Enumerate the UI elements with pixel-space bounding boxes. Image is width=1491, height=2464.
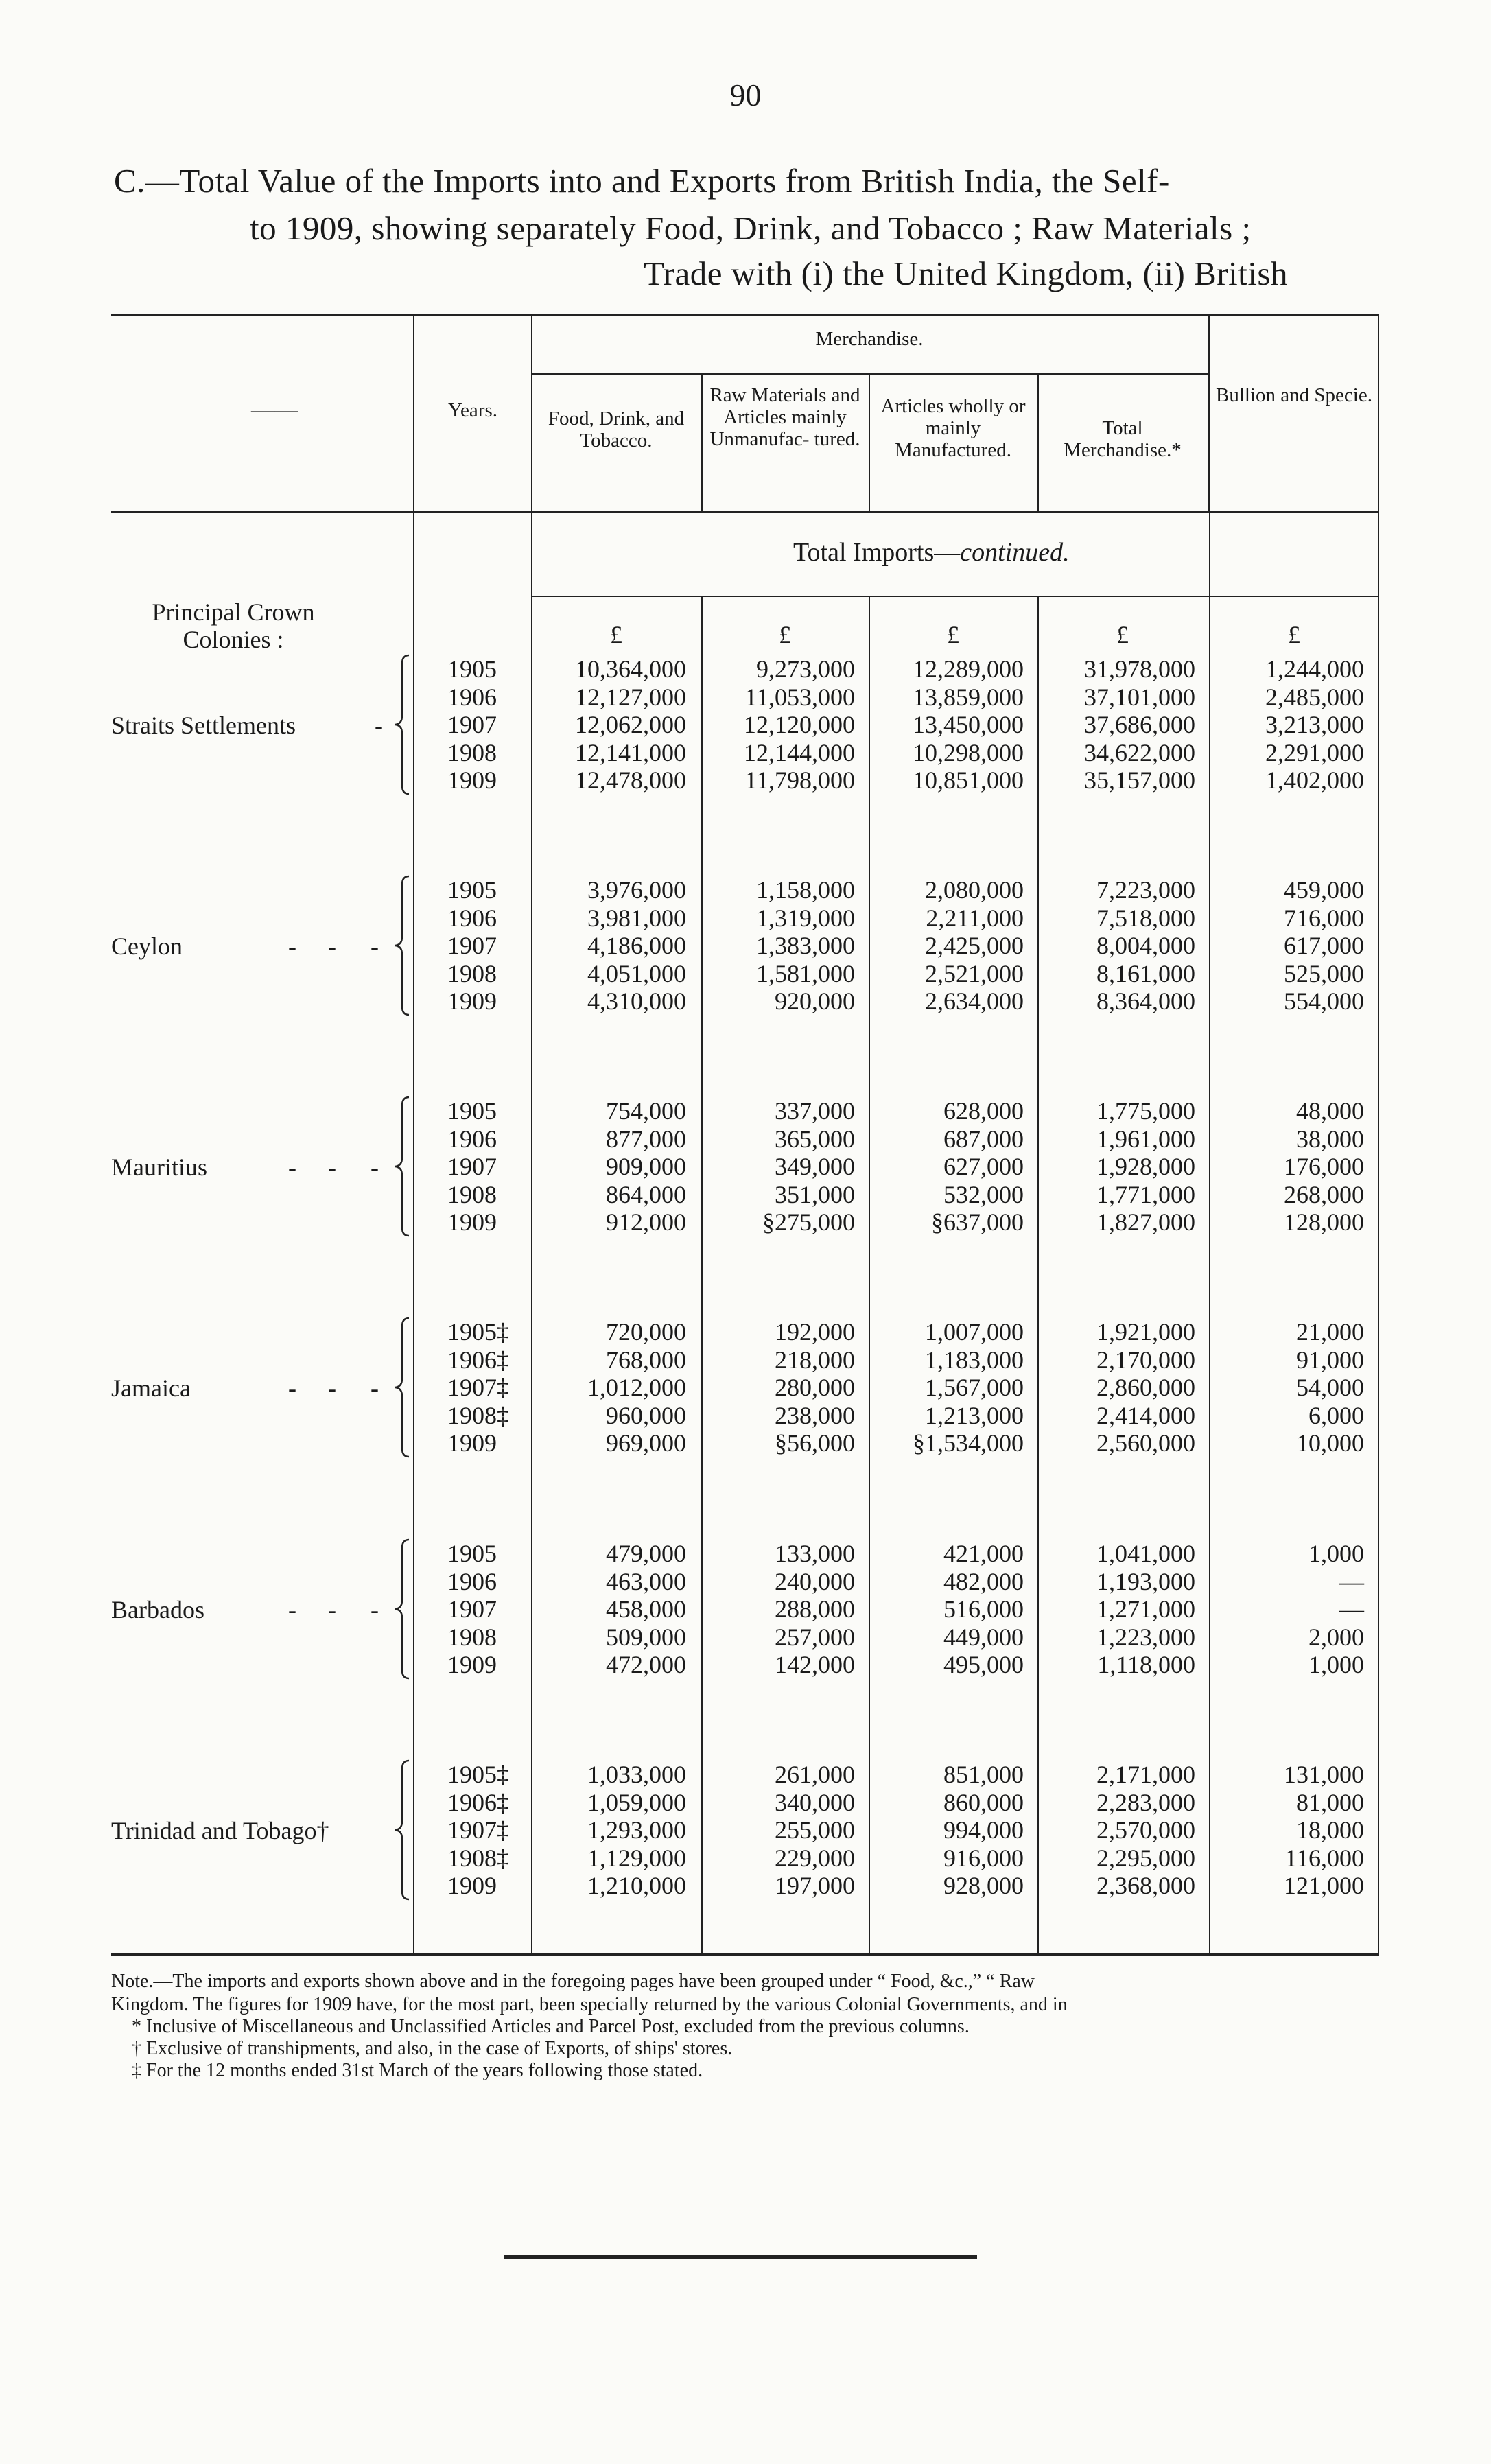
colony-1-year: 1905 [447, 655, 497, 683]
colony-5-total-value: 1,118,000 [1097, 1651, 1195, 1678]
colony-5-food-value: 509,000 [606, 1623, 686, 1651]
colony-2-total-value: 8,161,000 [1096, 959, 1195, 987]
col-rule-years [413, 314, 414, 1953]
col-rule-total-head [1037, 373, 1039, 511]
colony-3-total-value: 1,827,000 [1096, 1208, 1195, 1236]
col-rule-articles [869, 596, 870, 1953]
colony-3-bullion-value: 38,000 [1296, 1125, 1364, 1153]
colony-2-raw-value: 1,158,000 [756, 876, 855, 904]
colony-1-total-value: 35,157,000 [1084, 766, 1195, 794]
colony-4-food-value: 1,012,000 [587, 1374, 686, 1401]
colony-3-year: 1909 [447, 1208, 497, 1236]
colony-5-total-value: 1,193,000 [1096, 1567, 1195, 1595]
colony-2-bullion-value: 554,000 [1284, 987, 1364, 1015]
colony-2-raw-value: 920,000 [775, 987, 855, 1015]
colony-1-brace [392, 653, 413, 797]
colony-1-total-value: 31,978,000 [1084, 655, 1195, 683]
colony-6-bullion-value: 81,000 [1296, 1788, 1364, 1816]
colony-5-raw-value: 240,000 [775, 1567, 855, 1595]
colony-6-articles-value: 860,000 [943, 1788, 1024, 1816]
section-title: Principal Crown Colonies : [152, 598, 315, 653]
note-2: Kingdom. The figures for 1909 have, for the most part, been specially returned by the various Colonial Governments, and in [111, 1994, 1068, 2015]
colony-5-leader-dash: - [328, 1596, 336, 1623]
colony-2-food-value: 4,051,000 [587, 959, 686, 987]
colony-5-leader-dash: - [371, 1596, 379, 1623]
colony-1-food-value: 12,141,000 [575, 738, 686, 766]
colony-2-bullion-value: 716,000 [1284, 904, 1364, 932]
colony-5-articles-value: 495,000 [943, 1651, 1024, 1678]
colony-2-brace [392, 873, 413, 1018]
colony-3-brace [392, 1094, 413, 1239]
colony-1-food-value: 12,478,000 [575, 766, 686, 794]
title-line-2: to 1909, showing separately Food, Drink, and Tobacco ; Raw Materials ; [250, 209, 1252, 247]
colony-4-bullion-value: 91,000 [1296, 1346, 1364, 1374]
colony-1-bullion-value: 2,291,000 [1265, 738, 1364, 766]
colony-4-total-value: 1,921,000 [1096, 1318, 1195, 1346]
colony-6-bullion-value: 131,000 [1284, 1761, 1364, 1788]
colony-1-articles-value: 10,298,000 [913, 738, 1024, 766]
colony-1-bullion-value: 1,402,000 [1265, 766, 1364, 794]
colony-5-leader-dash: - [288, 1596, 296, 1623]
colony-6-total-value: 2,283,000 [1096, 1788, 1195, 1816]
colony-5-food-value: 479,000 [606, 1540, 686, 1567]
col-rule-bullion-head [1208, 314, 1210, 511]
colony-6-bullion-value: 116,000 [1284, 1844, 1364, 1872]
colony-5-year: 1905 [447, 1540, 497, 1567]
header-blank: —— [251, 397, 298, 423]
colony-4-food-value: 720,000 [606, 1318, 686, 1346]
colony-1-year: 1908 [447, 738, 497, 766]
colony-3-articles-value: 627,000 [943, 1153, 1024, 1180]
colony-4-articles-value: 1,567,000 [925, 1374, 1024, 1401]
colony-6-year: 1909 [447, 1872, 497, 1899]
note-4: † Exclusive of transhipments, and also, in the case of Exports, of ships' stores. [132, 2038, 733, 2059]
colony-5-raw-value: 288,000 [775, 1595, 855, 1623]
colony-3-total-value: 1,961,000 [1096, 1125, 1195, 1153]
colony-6-raw-value: 229,000 [775, 1844, 855, 1872]
colony-6-food-value: 1,210,000 [587, 1872, 686, 1899]
colony-3-raw-value: 351,000 [775, 1180, 855, 1208]
colony-3-year: 1908 [447, 1180, 497, 1208]
colony-3-total-value: 1,771,000 [1096, 1180, 1195, 1208]
band-label: Total Imports—continued. [793, 538, 1070, 567]
colony-1-raw-value: 12,120,000 [744, 711, 855, 738]
colony-1-raw-value: 12,144,000 [744, 738, 855, 766]
colony-1-year: 1906 [447, 683, 497, 711]
colony-3-raw-value: 365,000 [775, 1125, 855, 1153]
colony-2-total-value: 7,518,000 [1096, 904, 1195, 932]
colony-6-food-value: 1,293,000 [587, 1816, 686, 1844]
colony-2-year: 1909 [447, 987, 497, 1015]
colony-6-articles-value: 994,000 [943, 1816, 1024, 1844]
colony-2-bullion-value: 617,000 [1284, 932, 1364, 959]
colony-2-raw-value: 1,581,000 [756, 959, 855, 987]
colony-4-total-value: 2,560,000 [1096, 1429, 1195, 1457]
colony-2-raw-value: 1,319,000 [756, 904, 855, 932]
colony-3-year: 1907 [447, 1153, 497, 1180]
colony-2-year: 1908 [447, 959, 497, 987]
colony-4-food-value: 960,000 [606, 1401, 686, 1429]
colony-3-food-value: 909,000 [606, 1153, 686, 1180]
colony-1-leader-dash: - [375, 712, 383, 739]
colony-6-total-value: 2,171,000 [1096, 1761, 1195, 1788]
colony-3-food-value: 864,000 [606, 1180, 686, 1208]
colony-3-total-value: 1,928,000 [1096, 1153, 1195, 1180]
colony-1-articles-value: 10,851,000 [913, 766, 1024, 794]
colony-4-raw-value: §56,000 [775, 1429, 855, 1457]
colony-4-leader-dash: - [371, 1374, 379, 1402]
colony-2-leader-dash: - [288, 932, 296, 960]
page-number: 90 [729, 78, 762, 113]
colony-1-name: Straits Settlements [111, 712, 296, 739]
colony-6-brace [392, 1758, 413, 1902]
colony-2-raw-value: 1,383,000 [756, 932, 855, 959]
colony-2-articles-value: 2,425,000 [925, 932, 1024, 959]
colony-4-name: Jamaica [111, 1374, 191, 1402]
colony-6-bullion-value: 18,000 [1296, 1816, 1364, 1844]
colony-4-raw-value: 218,000 [775, 1346, 855, 1374]
colony-6-name: Trinidad and Tobago† [111, 1817, 329, 1844]
colony-4-food-value: 768,000 [606, 1346, 686, 1374]
colony-6-year: 1905‡ [447, 1761, 509, 1788]
colony-2-total-value: 8,004,000 [1096, 932, 1195, 959]
colony-1-total-value: 37,686,000 [1084, 711, 1195, 738]
colony-4-bullion-value: 21,000 [1296, 1318, 1364, 1346]
colony-6-year: 1908‡ [447, 1844, 509, 1872]
colony-4-year: 1906‡ [447, 1346, 509, 1374]
title-line-3: Trade with (i) the United Kingdom, (ii) British [644, 255, 1288, 292]
colony-1-bullion-value: 3,213,000 [1265, 711, 1364, 738]
colony-4-bullion-value: 54,000 [1296, 1374, 1364, 1401]
colony-1-bullion-value: 1,244,000 [1265, 655, 1364, 683]
colony-6-raw-value: 340,000 [775, 1788, 855, 1816]
colony-5-year: 1906 [447, 1567, 497, 1595]
colony-2-leader-dash: - [328, 932, 336, 960]
header-food: Food, Drink, and Tobacco. [548, 408, 685, 451]
note-1: Note.—The imports and exports shown above and in the foregoing pages have been grouped under “ Food, &c.,” “ Raw [111, 1971, 1035, 1992]
colony-6-food-value: 1,033,000 [587, 1761, 686, 1788]
colony-3-articles-value: §637,000 [931, 1208, 1024, 1236]
colony-2-year: 1907 [447, 932, 497, 959]
colony-2-articles-value: 2,634,000 [925, 987, 1024, 1015]
note-3: * Inclusive of Miscellaneous and Unclassified Articles and Parcel Post, excluded from the previous columns. [132, 2016, 970, 2037]
header-years: Years. [448, 399, 497, 421]
colony-5-articles-value: 421,000 [943, 1540, 1024, 1567]
colony-2-articles-value: 2,080,000 [925, 876, 1024, 904]
colony-3-leader-dash: - [371, 1153, 379, 1181]
colony-3-food-value: 912,000 [606, 1208, 686, 1236]
col-rule-total [1037, 596, 1039, 1953]
colony-6-raw-value: 197,000 [775, 1872, 855, 1899]
header-total: Total Merchandise.* [1064, 417, 1182, 461]
colony-3-bullion-value: 176,000 [1284, 1153, 1364, 1180]
colony-5-year: 1908 [447, 1623, 497, 1651]
colony-1-total-value: 34,622,000 [1084, 738, 1195, 766]
colony-5-name: Barbados [111, 1596, 204, 1623]
colony-3-bullion-value: 48,000 [1296, 1097, 1364, 1125]
colony-6-articles-value: 916,000 [943, 1844, 1024, 1872]
colony-4-year: 1907‡ [447, 1374, 509, 1401]
colony-2-food-value: 4,186,000 [587, 932, 686, 959]
colony-2-name: Ceylon [111, 932, 183, 960]
colony-4-year: 1908‡ [447, 1401, 509, 1429]
colony-6-raw-value: 261,000 [775, 1761, 855, 1788]
currency-bullion: £ [1288, 621, 1300, 648]
colony-3-bullion-value: 128,000 [1284, 1208, 1364, 1236]
colony-5-food-value: 472,000 [606, 1651, 686, 1678]
colony-3-articles-value: 532,000 [943, 1180, 1024, 1208]
colony-2-year: 1906 [447, 904, 497, 932]
col-rule-raw [701, 596, 703, 1953]
colony-1-year: 1909 [447, 766, 497, 794]
header-merchandise: Merchandise. [815, 328, 924, 350]
header-raw: Raw Materials and Articles mainly Unmanufac- tured. [709, 384, 860, 450]
header-bottom-rule [111, 511, 1379, 513]
colony-6-articles-value: 928,000 [943, 1872, 1024, 1899]
colony-2-articles-value: 2,211,000 [926, 904, 1024, 932]
colony-3-articles-value: 687,000 [943, 1125, 1024, 1153]
colony-5-bullion-value: 1,000 [1308, 1540, 1364, 1567]
colony-6-raw-value: 255,000 [775, 1816, 855, 1844]
colony-5-year: 1909 [447, 1651, 497, 1678]
colony-3-articles-value: 628,000 [943, 1097, 1024, 1125]
colony-1-raw-value: 11,053,000 [744, 683, 855, 711]
colony-6-food-value: 1,129,000 [587, 1844, 686, 1872]
colony-2-leader-dash: - [371, 932, 379, 960]
colony-4-brace [392, 1315, 413, 1459]
colony-5-articles-value: 516,000 [943, 1595, 1024, 1623]
col-rule-articles-head [869, 373, 870, 511]
colony-4-raw-value: 238,000 [775, 1401, 855, 1429]
colony-3-year: 1905 [447, 1097, 497, 1125]
colony-1-food-value: 10,364,000 [575, 655, 686, 683]
colony-4-leader-dash: - [328, 1374, 336, 1402]
colony-3-leader-dash: - [288, 1153, 296, 1181]
colony-1-total-value: 37,101,000 [1084, 683, 1195, 711]
colony-2-bullion-value: 525,000 [1284, 959, 1364, 987]
colony-4-articles-value: 1,213,000 [925, 1401, 1024, 1429]
colony-1-raw-value: 11,798,000 [744, 766, 855, 794]
colony-3-year: 1906 [447, 1125, 497, 1153]
colony-4-total-value: 2,170,000 [1096, 1346, 1195, 1374]
colony-6-total-value: 2,368,000 [1096, 1872, 1195, 1899]
colony-2-year: 1905 [447, 876, 497, 904]
colony-2-bullion-value: 459,000 [1284, 876, 1364, 904]
table-bottom-rule [111, 1953, 1379, 1956]
colony-1-bullion-value: 2,485,000 [1265, 683, 1364, 711]
colony-5-articles-value: 449,000 [943, 1623, 1024, 1651]
colony-4-food-value: 969,000 [606, 1429, 686, 1457]
colony-6-year: 1906‡ [447, 1788, 509, 1816]
colony-4-bullion-value: 6,000 [1308, 1401, 1364, 1429]
colony-1-articles-value: 13,450,000 [913, 711, 1024, 738]
colony-5-bullion-value: — [1339, 1567, 1364, 1595]
colony-1-articles-value: 12,289,000 [913, 655, 1024, 683]
colony-5-food-value: 458,000 [606, 1595, 686, 1623]
currency-total: £ [1116, 621, 1129, 648]
colony-5-total-value: 1,271,000 [1096, 1595, 1195, 1623]
colony-5-articles-value: 482,000 [943, 1567, 1024, 1595]
colony-5-year: 1907 [447, 1595, 497, 1623]
colony-4-articles-value: 1,007,000 [925, 1318, 1024, 1346]
colony-1-food-value: 12,062,000 [575, 711, 686, 738]
colony-4-year: 1905‡ [447, 1318, 509, 1346]
colony-4-bullion-value: 10,000 [1296, 1429, 1364, 1457]
colony-5-bullion-value: — [1339, 1595, 1364, 1623]
col-rule-right [1378, 314, 1379, 1953]
colony-6-food-value: 1,059,000 [587, 1788, 686, 1816]
currency-raw: £ [779, 621, 791, 648]
colony-3-food-value: 754,000 [606, 1097, 686, 1125]
colony-4-total-value: 2,860,000 [1096, 1374, 1195, 1401]
colony-6-bullion-value: 121,000 [1284, 1872, 1364, 1899]
colony-1-food-value: 12,127,000 [575, 683, 686, 711]
title-line-1: C.—Total Value of the Imports into and Exports from British India, the Self- [114, 162, 1170, 200]
closing-rule [504, 2255, 977, 2259]
colony-4-leader-dash: - [288, 1374, 296, 1402]
colony-5-brace [392, 1537, 413, 1681]
colony-4-total-value: 2,414,000 [1096, 1401, 1195, 1429]
note-5: ‡ For the 12 months ended 31st March of the years following those stated. [132, 2060, 703, 2081]
currency-articles: £ [947, 621, 959, 648]
colony-1-year: 1907 [447, 711, 497, 738]
colony-4-articles-value: §1,534,000 [913, 1429, 1024, 1457]
colony-5-total-value: 1,041,000 [1096, 1540, 1195, 1567]
colony-5-raw-value: 142,000 [775, 1651, 855, 1678]
colony-2-total-value: 7,223,000 [1096, 876, 1195, 904]
table-top-rule [111, 314, 1379, 316]
col-rule-raw-head [701, 373, 703, 511]
colony-3-total-value: 1,775,000 [1096, 1097, 1195, 1125]
colony-6-articles-value: 851,000 [943, 1761, 1024, 1788]
colony-3-leader-dash: - [328, 1153, 336, 1181]
colony-5-bullion-value: 1,000 [1308, 1651, 1364, 1678]
colony-4-year: 1909 [447, 1429, 497, 1457]
colony-2-food-value: 3,976,000 [587, 876, 686, 904]
colony-2-food-value: 4,310,000 [587, 987, 686, 1015]
colony-6-total-value: 2,570,000 [1096, 1816, 1195, 1844]
colony-5-total-value: 1,223,000 [1096, 1623, 1195, 1651]
colony-2-food-value: 3,981,000 [587, 904, 686, 932]
colony-4-raw-value: 192,000 [775, 1318, 855, 1346]
colony-3-food-value: 877,000 [606, 1125, 686, 1153]
colony-2-articles-value: 2,521,000 [925, 959, 1024, 987]
currency-food: £ [610, 621, 622, 648]
colony-5-bullion-value: 2,000 [1308, 1623, 1364, 1651]
colony-3-raw-value: 337,000 [775, 1097, 855, 1125]
colony-3-name: Mauritius [111, 1153, 207, 1181]
colony-3-bullion-value: 268,000 [1284, 1180, 1364, 1208]
colony-6-total-value: 2,295,000 [1096, 1844, 1195, 1872]
colony-3-raw-value: §275,000 [762, 1208, 855, 1236]
colony-5-raw-value: 133,000 [775, 1540, 855, 1567]
colony-4-articles-value: 1,183,000 [925, 1346, 1024, 1374]
colony-5-food-value: 463,000 [606, 1567, 686, 1595]
colony-2-total-value: 8,364,000 [1096, 987, 1195, 1015]
colony-1-articles-value: 13,859,000 [913, 683, 1024, 711]
band-bottom-rule [531, 596, 1379, 597]
colony-3-raw-value: 349,000 [775, 1153, 855, 1180]
colony-1-raw-value: 9,273,000 [756, 655, 855, 683]
colony-6-year: 1907‡ [447, 1816, 509, 1844]
header-bullion: Bullion and Specie. [1216, 384, 1372, 406]
colony-5-raw-value: 257,000 [775, 1623, 855, 1651]
colony-4-raw-value: 280,000 [775, 1374, 855, 1401]
header-articles: Articles wholly or mainly Manufactured. [880, 395, 1026, 461]
